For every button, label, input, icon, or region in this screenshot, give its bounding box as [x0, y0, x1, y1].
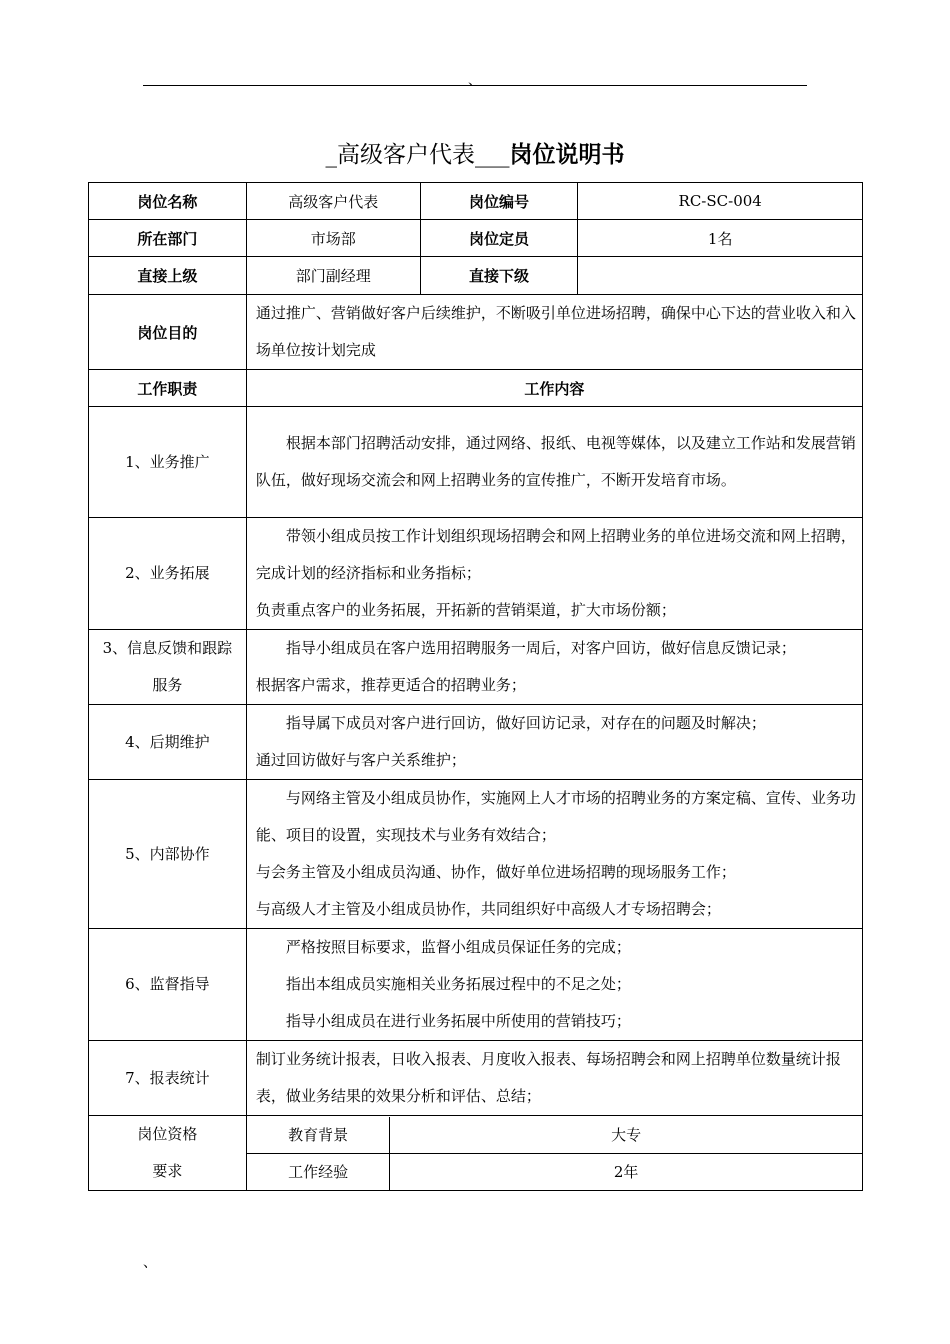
duty-content: [246, 407, 862, 518]
duty-line: 根据本部门招聘活动安排，通过网络、报纸、电视等媒体，以及建立工作站和发展营销队伍，做好现场交流会和网上招聘业务的宣传推广，不断开发培育市场。: [255, 434, 856, 489]
subordinate-value: [578, 257, 863, 295]
experience-label: 工作经验: [247, 1154, 390, 1190]
duty-category: 6、监督指导: [89, 929, 247, 1041]
duty-line: 严格按照目标要求，监督小组成员保证任务的完成；: [285, 938, 631, 956]
department-value: 市场部: [246, 220, 420, 257]
duty-line: 指导小组成员在进行业务拓展中所使用的营销技巧；: [285, 1012, 631, 1030]
qualification-subtable: [247, 1117, 862, 1190]
position-name-value: 高级客户代表: [246, 183, 420, 220]
duty-category: 5、内部协作: [89, 780, 247, 929]
duty-row-3: [89, 630, 863, 705]
qualification-details: [246, 1116, 862, 1191]
subordinate-label: 直接下级: [420, 257, 578, 295]
row-basic-1: [89, 183, 863, 220]
row-basic-2: [89, 220, 863, 257]
duty-line: 与高级人才主管及小组成员协作，共同组织好中高级人才专场招聘会；: [255, 900, 721, 918]
duty-row-5: [89, 780, 863, 929]
row-purpose: [89, 295, 863, 370]
duty-line: 指导属下成员对客户进行回访，做好回访记录，对存在的问题及时解决；: [285, 714, 766, 732]
footer-mark: 、: [143, 1255, 157, 1271]
purpose-text: 通过推广、营销做好客户后续维护，不断吸引单位进场招聘，确保中心下达的营业收入和入场单位按计划完成: [246, 295, 862, 370]
duty-line: 制订业务统计报表，日收入报表、月度收入报表、每场招聘会和网上招聘单位数量统计报表，做业务结果的效果分析和评估、总结；: [255, 1050, 841, 1105]
position-code-label: 岗位编号: [420, 183, 578, 220]
duty-content: [246, 705, 862, 780]
duty-header-right: 工作内容: [246, 370, 862, 407]
job-description-table: [88, 182, 863, 1191]
page-title: [0, 136, 950, 169]
education-row: [247, 1117, 862, 1154]
duty-row-2: [89, 518, 863, 630]
position-code-value: RC-SC-004: [578, 183, 863, 220]
duty-header-left: 工作职责: [89, 370, 247, 407]
duty-row-7: [89, 1041, 863, 1116]
duty-content: [246, 1041, 862, 1116]
duty-line: 带领小组成员按工作计划组织现场招聘会和网上招聘业务的单位进场交流和网上招聘，完成计划的经济指标和业务指标；: [255, 527, 856, 582]
duty-line: 指导小组成员在客户选用招聘服务一周后，对客户回访，做好信息反馈记录；: [285, 639, 796, 657]
duty-row-6: [89, 929, 863, 1041]
duty-line: 与网络主管及小组成员协作，实施网上人才市场的招聘业务的方案定稿、宣传、业务功能、项目的设置，实现技术与业务有效结合；: [255, 789, 856, 844]
qualification-label-line2: 要求: [152, 1162, 183, 1180]
row-qualification: [89, 1116, 863, 1191]
department-label: 所在部门: [89, 220, 247, 257]
duty-line: 负责重点客户的业务拓展，开拓新的营销渠道，扩大市场份额；: [255, 601, 676, 619]
duty-line: 与会务主管及小组成员沟通、协作，做好单位进场招聘的现场服务工作；: [255, 863, 736, 881]
duty-category: 1、业务推广: [89, 407, 247, 518]
row-basic-3: [89, 257, 863, 295]
purpose-label: 岗位目的: [89, 295, 247, 370]
education-label: 教育背景: [247, 1117, 390, 1154]
experience-row: [247, 1154, 862, 1190]
row-duty-header: [89, 370, 863, 407]
headcount-value: 1名: [578, 220, 863, 257]
position-name-label: 岗位名称: [89, 183, 247, 220]
education-value: 大专: [390, 1117, 862, 1154]
duty-content: [246, 780, 862, 929]
duty-content: [246, 630, 862, 705]
qualification-label: [89, 1116, 247, 1191]
duty-content: [246, 518, 862, 630]
duty-category: 4、后期维护: [89, 705, 247, 780]
duty-category: 7、报表统计: [89, 1041, 247, 1116]
duty-line: 指出本组成员实施相关业务拓展过程中的不足之处；: [285, 975, 631, 993]
duty-line: 通过回访做好与客户关系维护；: [255, 751, 466, 769]
title-main: 岗位说明书: [509, 142, 625, 168]
superior-label: 直接上级: [89, 257, 247, 295]
duty-line: 根据客户需求，推荐更适合的招聘业务；: [255, 676, 526, 694]
title-prefix: _高级客户代表___: [325, 142, 510, 168]
superior-value: 部门副经理: [246, 257, 420, 295]
headcount-label: 岗位定员: [420, 220, 578, 257]
qualification-label-line1: 岗位资格: [137, 1125, 198, 1143]
duty-category: 3、信息反馈和跟踪服务: [89, 630, 247, 705]
experience-value: 2年: [390, 1154, 862, 1190]
header-rule: [143, 85, 807, 86]
header-mark: 、: [468, 73, 482, 89]
duty-content: [246, 929, 862, 1041]
duty-row-1: [89, 407, 863, 518]
duty-row-4: [89, 705, 863, 780]
duty-category: 2、业务拓展: [89, 518, 247, 630]
